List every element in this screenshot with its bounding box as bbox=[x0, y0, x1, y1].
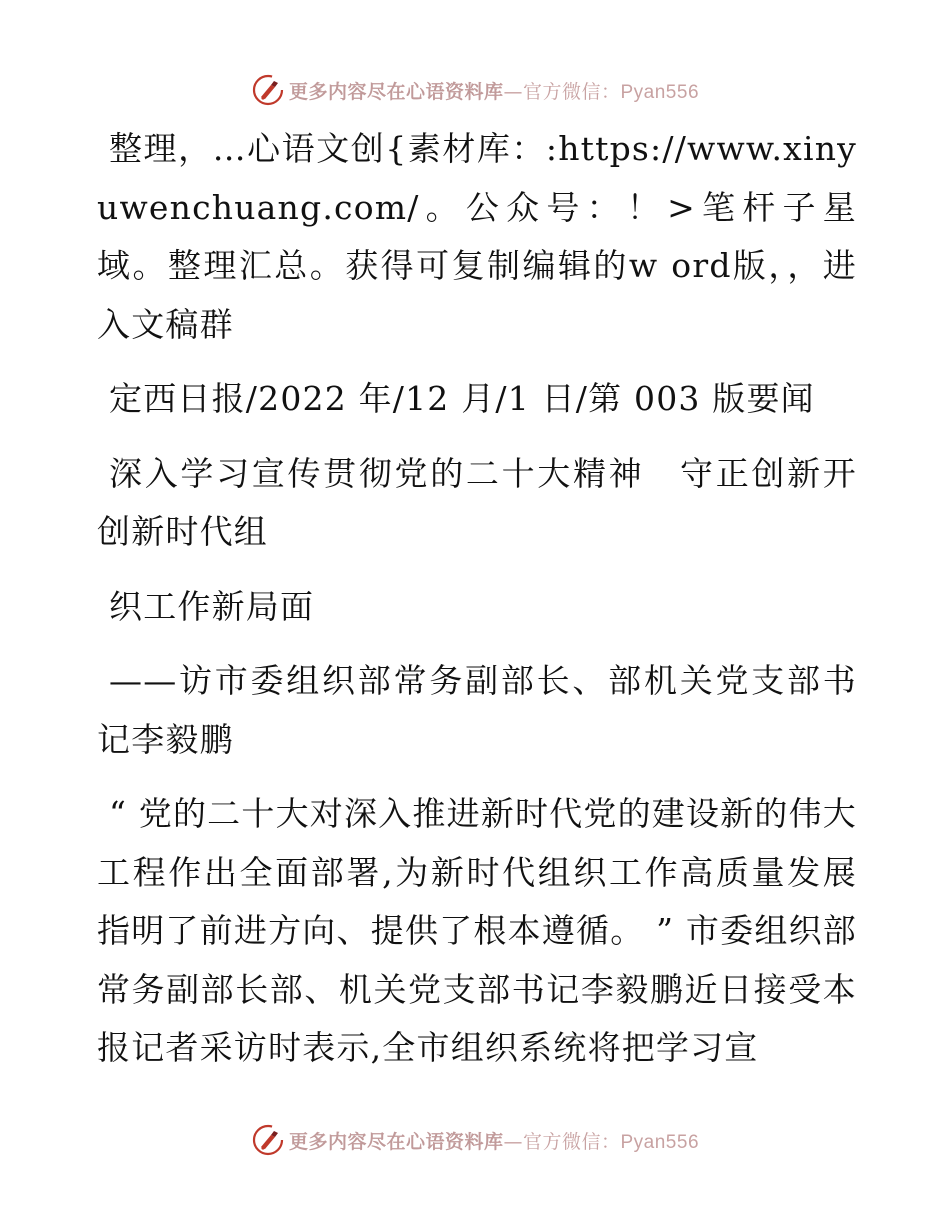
watermark-text bbox=[289, 1127, 699, 1154]
watermark-wechat-id: Pyan556 bbox=[620, 81, 700, 103]
watermark-main: 更多内容尽在心语资料库 bbox=[288, 1130, 504, 1153]
headline-part-1: 深入学习宣传贯彻党的二十大精神 守正创新开创新时代组 bbox=[97, 453, 857, 551]
subheadline: ——访市委组织部常务副部长、部机关党支部书记李毅鹏 bbox=[97, 661, 857, 759]
watermark-separator: — bbox=[503, 80, 523, 103]
pen-circle-logo-icon bbox=[251, 73, 285, 107]
dateline: 定西日报/2022 年/12 月/1 日/第 003 版要闻 bbox=[109, 379, 815, 418]
headline-part-2: 织工作新局面 bbox=[109, 586, 315, 626]
watermark-banner-bottom bbox=[0, 1120, 950, 1160]
watermark-wechat-label: 官方微信： bbox=[522, 80, 621, 103]
watermark-text bbox=[289, 77, 699, 104]
watermark-banner-top bbox=[0, 70, 950, 110]
document-body bbox=[97, 120, 857, 1094]
watermark-wechat-id: Pyan556 bbox=[620, 1131, 700, 1153]
watermark-wechat-label: 官方微信： bbox=[522, 1130, 621, 1153]
pen-circle-logo-icon bbox=[251, 1123, 285, 1157]
watermark-main: 更多内容尽在心语资料库 bbox=[288, 80, 504, 103]
watermark-separator: — bbox=[503, 1130, 523, 1153]
body-paragraph: “ 党的二十大对深入推进新时代党的建设新的伟大工程作出全面部署,为新时代组织工作高质量发展指明了前进方向、提供了根本遵循。 ” 市委组织部常务副部长部、机关党支部书记李毅鹏近日接受本报记者采访时表示,全市组织系统将把学习宣 bbox=[97, 794, 857, 1067]
intro-paragraph: 整理，…心语文创{素材库：:https://www.xinyuwenchuang.com/。公众号：！>笔杆子星域。整理汇总。获得可复制编辑的w ord版，，进入文稿群 bbox=[97, 129, 857, 344]
